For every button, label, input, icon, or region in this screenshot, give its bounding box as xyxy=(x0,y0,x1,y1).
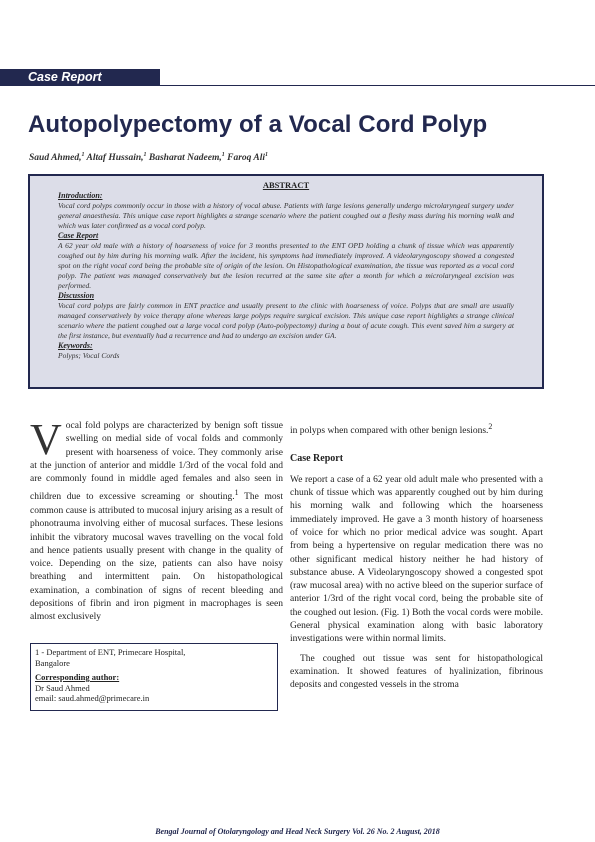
author-affiliation-mark: 1 xyxy=(143,152,147,158)
corresponding-author-name: Dr Saud Ahmed xyxy=(35,682,90,693)
banner-rule xyxy=(0,85,595,86)
article-title: Autopolypectomy of a Vocal Cord Polyp xyxy=(28,111,488,138)
drop-cap: V xyxy=(30,415,62,464)
citation-mark: 2 xyxy=(488,422,493,431)
abstract-intro-label: Introduction: xyxy=(58,191,103,200)
intro-text-continued: The most common cause is attributed to mucosal injury arising as a result of phonotrauma involving either of mucosal surfaces. These lesions inhibit the vibratory mucosal waves travelling on the vocal fold and hence patients usually present with change in the quality of voice. Depending on the size, patients can also have noisy breathing and intermittent pain. On histopathological examination, a combination of signs of recent bleeding and depositions of fibrin and iron pigment in macrophages is seen almost exclusively xyxy=(30,492,284,623)
abstract-keywords-label: Keywords: xyxy=(58,341,93,350)
affiliation-line: 1 - Department of ENT, Primecare Hospital, xyxy=(35,647,186,657)
affiliation-line: Bangalore xyxy=(35,657,70,668)
continued-text: in polyps when compared with other benign lesions. xyxy=(290,426,489,437)
case-paragraph: The coughed out tissue was sent for histopathological examination. It showed features of hyalinization, fibrinous deposits and congested vessels in the stroma xyxy=(290,653,543,691)
abstract-case-label: Case Report xyxy=(58,231,99,240)
author-affiliation-mark: 1 xyxy=(81,152,85,158)
author-list xyxy=(29,152,268,163)
section-banner xyxy=(0,69,160,86)
journal-footer: Bengal Journal of Otolaryngology and Head Neck Surgery Vol. 26 No. 2 August, 2018 xyxy=(155,827,440,836)
author-name: Saud Ahmed, xyxy=(29,153,82,164)
body-column-left xyxy=(30,415,284,625)
abstract-discussion-text: Vocal cord polyps are fairly common in ENT practice and usually present to the clinic with hoarseness of voice. Polyps that are small are usually managed conservatively by voice therapy alone whereas large polyps require surgical excision. This unique case report highlights a strange clinical scenario where the patient coughed out a large vocal cord polyp (Auto-polypectomy) during a bout of acute cough. This event saved him a surgery at the first instance, but eventually had a recurrence and had to undergo an excision under GA. xyxy=(58,301,514,340)
abstract-intro-text: Vocal cord polyps commonly occur in those with a history of vocal abuse. Patients with large lesions generally undergo microlaryngeal surgery under general anaesthesia. This unique case report highlights a strange scenario where the patient coughed out a fleshy mass during his morning walk and which was later confirmed as a vocal cord polyp. xyxy=(58,201,514,230)
corresponding-author-label: Corresponding author: xyxy=(35,672,120,682)
abstract-keywords-text: Polyps; Vocal Cords xyxy=(58,351,120,360)
continued-paragraph xyxy=(290,420,543,438)
body-column-right xyxy=(290,420,543,693)
abstract-heading: ABSTRACT xyxy=(262,180,310,190)
author-affiliation-mark: 1 xyxy=(265,152,269,158)
author-name: Basharat Nadeem, xyxy=(148,153,222,164)
corresponding-author-email: email: saud.ahmed@primecare.in xyxy=(35,693,150,703)
abstract-discussion-label: Discussion xyxy=(58,291,95,300)
intro-text: ocal fold polyps are characterized by benign soft tissue swelling on medial side of vocal folds and commonly present with hoarseness of voice. They commonly arise at the junction of anterior and middle 1/3rd of the vocal fold and are commonly found in middle aged females and also seen in children due to excessive screaming or shouting. xyxy=(30,421,283,503)
abstract-box xyxy=(28,174,544,389)
author-name: Altaf Hussain, xyxy=(86,153,144,164)
citation-mark: 1 xyxy=(234,488,239,498)
affiliation-box xyxy=(30,643,278,711)
intro-paragraph xyxy=(30,415,284,625)
section-label: Case Report xyxy=(28,70,102,84)
author-name: Faroq Ali xyxy=(227,153,266,164)
author-affiliation-mark: 1 xyxy=(221,152,225,158)
spacer xyxy=(290,438,543,452)
case-paragraph: We report a case of a 62 year old adult male who presented with a chunk of tissue which was apparently coughed out by him during his morning walk and following which the hoarseness immediately improved. He gave a 3 month history of hoarseness of voice for which no prior medical advice was sought. Apart from being a hypertensive on regular medication there was no other significant medical history neither he had history of substance abuse. A Videolaryngoscopy showed a congested spot (raw mucosal area) with no active bleed on the superior surface of anterior 1/3rd of the right vocal cord, being the probable site of the coughed out lesion. (Fig. 1) Both the vocal cords were mobile. General physical examination along with basic laboratory investigations were within normal limits. xyxy=(290,474,543,645)
abstract-case-text: A 62 year old male with a history of hoarseness of voice for 3 months presented to the ENT OPD holding a chunk of tissue which was apparently coughed out by him during his morning walk. After the incident, his symptoms had immediately improved. A videolaryngoscopy showed a congested spot on the right vocal cord being the probable site of origin of the lesion. On Histopathological examination, the tissue was reported as a vocal cord polyp. The patient was managed conservatively but the lesion recurred at the same site after a month for which a microlaryngeal excision was performed. xyxy=(58,241,514,290)
case-report-heading: Case Report xyxy=(290,453,344,465)
